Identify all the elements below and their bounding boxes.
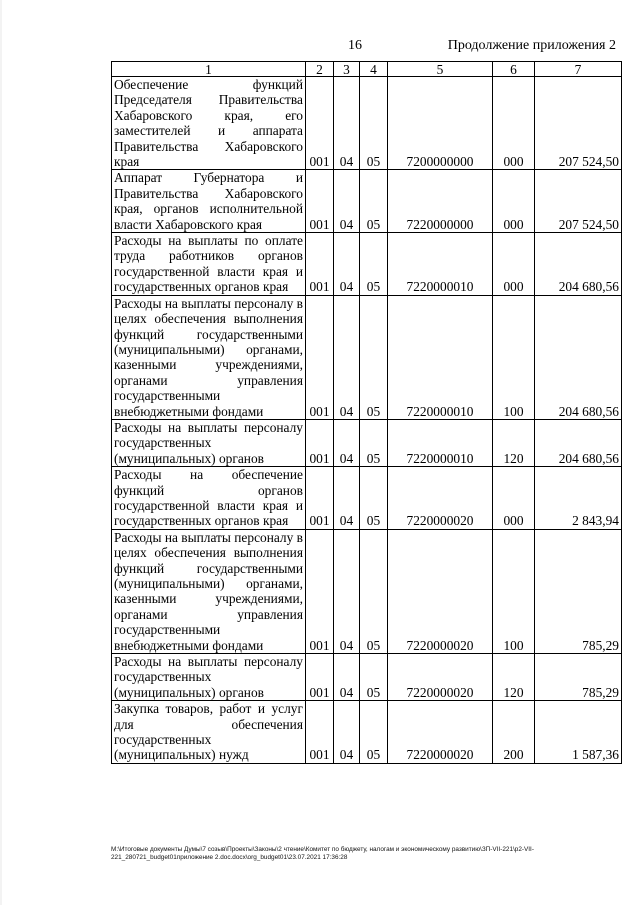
table-row	[112, 170, 622, 233]
amount: 204 680,56	[535, 419, 622, 466]
subsection-code: 05	[360, 529, 388, 653]
subsection-code: 05	[360, 419, 388, 466]
expense-name: Расходы на выплаты персоналу в целях обеспечения выполнения функций государственными (муниципальными) органами, казенными учреждениями, органами управления государственными внебюджетными фондами	[112, 295, 306, 419]
ministry-code: 001	[306, 529, 334, 653]
expense-name: Расходы на выплаты по оплате труда работников органов государственной власти края и государственных органов края	[112, 233, 306, 296]
continuation-label: Продолжение приложения 2	[447, 38, 616, 53]
ministry-code: 001	[306, 701, 334, 764]
amount: 204 680,56	[535, 233, 622, 296]
section-code: 04	[334, 467, 360, 530]
expense-type-code: 100	[493, 529, 535, 653]
expense-name: Закупка товаров, работ и услуг для обеспечения государственных (муниципальных) нужд	[112, 701, 306, 764]
target-article-code: 7200000000	[388, 77, 493, 170]
column-header: 5	[388, 62, 493, 77]
subsection-code: 05	[360, 467, 388, 530]
subsection-code: 05	[360, 233, 388, 296]
amount: 207 524,50	[535, 77, 622, 170]
target-article-code: 7220000020	[388, 529, 493, 653]
expense-type-code: 100	[493, 295, 535, 419]
subsection-code: 05	[360, 295, 388, 419]
ministry-code: 001	[306, 77, 334, 170]
target-article-code: 7220000020	[388, 467, 493, 530]
column-header: 1	[112, 62, 306, 77]
scan-edge	[0, 0, 2, 905]
table-row	[112, 295, 622, 419]
table-row	[112, 77, 622, 170]
table-row	[112, 467, 622, 530]
amount: 1 587,36	[535, 701, 622, 764]
expense-type-code: 000	[493, 467, 535, 530]
subsection-code: 05	[360, 654, 388, 701]
section-code: 04	[334, 529, 360, 653]
column-header: 7	[535, 62, 622, 77]
section-code: 04	[334, 419, 360, 466]
column-header: 6	[493, 62, 535, 77]
section-code: 04	[334, 170, 360, 233]
section-code: 04	[334, 77, 360, 170]
expense-name: Расходы на обеспечение функций органов государственной власти края и государственных органов края	[112, 467, 306, 530]
target-article-code: 7220000010	[388, 295, 493, 419]
subsection-code: 05	[360, 170, 388, 233]
table-row	[112, 529, 622, 653]
amount: 2 843,94	[535, 467, 622, 530]
column-header: 4	[360, 62, 388, 77]
amount: 785,29	[535, 529, 622, 653]
expense-name: Расходы на выплаты персоналу государственных (муниципальных) органов	[112, 654, 306, 701]
ministry-code: 001	[306, 233, 334, 296]
column-header: 2	[306, 62, 334, 77]
header-row	[112, 62, 622, 77]
target-article-code: 7220000010	[388, 419, 493, 466]
amount: 204 680,56	[535, 295, 622, 419]
expense-type-code: 120	[493, 654, 535, 701]
target-article-code: 7220000010	[388, 233, 493, 296]
expense-name: Расходы на выплаты персоналу государственных (муниципальных) органов	[112, 419, 306, 466]
file-path-footer: M:\Итоговые документы Думы\7 созыв\Проекты\Законы\2 чтение\Комитет по бюджету, налогам и экономическому развитию\ЗП-VII-221\р2-VII-221_280721_budget01приложение 2.doc.docx\org_budget01\23.07.2021 17:36:28	[111, 846, 534, 861]
expense-type-code: 000	[493, 233, 535, 296]
expense-type-code: 000	[493, 77, 535, 170]
amount: 207 524,50	[535, 170, 622, 233]
budget-table	[111, 61, 622, 764]
ministry-code: 001	[306, 467, 334, 530]
table-row	[112, 701, 622, 764]
ministry-code: 001	[306, 419, 334, 466]
section-code: 04	[334, 701, 360, 764]
expense-name: Аппарат Губернатора и Правительства Хабаровского края, органов исполнительной власти Хабаровского края	[112, 170, 306, 233]
section-code: 04	[334, 295, 360, 419]
section-code: 04	[334, 654, 360, 701]
subsection-code: 05	[360, 701, 388, 764]
target-article-code: 7220000020	[388, 701, 493, 764]
table-row	[112, 419, 622, 466]
table-row	[112, 233, 622, 296]
expense-name: Расходы на выплаты персоналу в целях обеспечения выполнения функций государственными (муниципальными) органами, казенными учреждениями, органами управления государственными внебюджетными фондами	[112, 529, 306, 653]
table-row	[112, 654, 622, 701]
subsection-code: 05	[360, 77, 388, 170]
ministry-code: 001	[306, 295, 334, 419]
expense-type-code: 000	[493, 170, 535, 233]
page-number: 16	[348, 38, 362, 53]
expense-type-code: 200	[493, 701, 535, 764]
expense-type-code: 120	[493, 419, 535, 466]
section-code: 04	[334, 233, 360, 296]
ministry-code: 001	[306, 654, 334, 701]
ministry-code: 001	[306, 170, 334, 233]
target-article-code: 7220000000	[388, 170, 493, 233]
column-header: 3	[334, 62, 360, 77]
amount: 785,29	[535, 654, 622, 701]
target-article-code: 7220000020	[388, 654, 493, 701]
expense-name: Обеспечение функций Председателя Правительства Хабаровского края, его заместителей и аппарата Правительства Хабаровского края	[112, 77, 306, 170]
